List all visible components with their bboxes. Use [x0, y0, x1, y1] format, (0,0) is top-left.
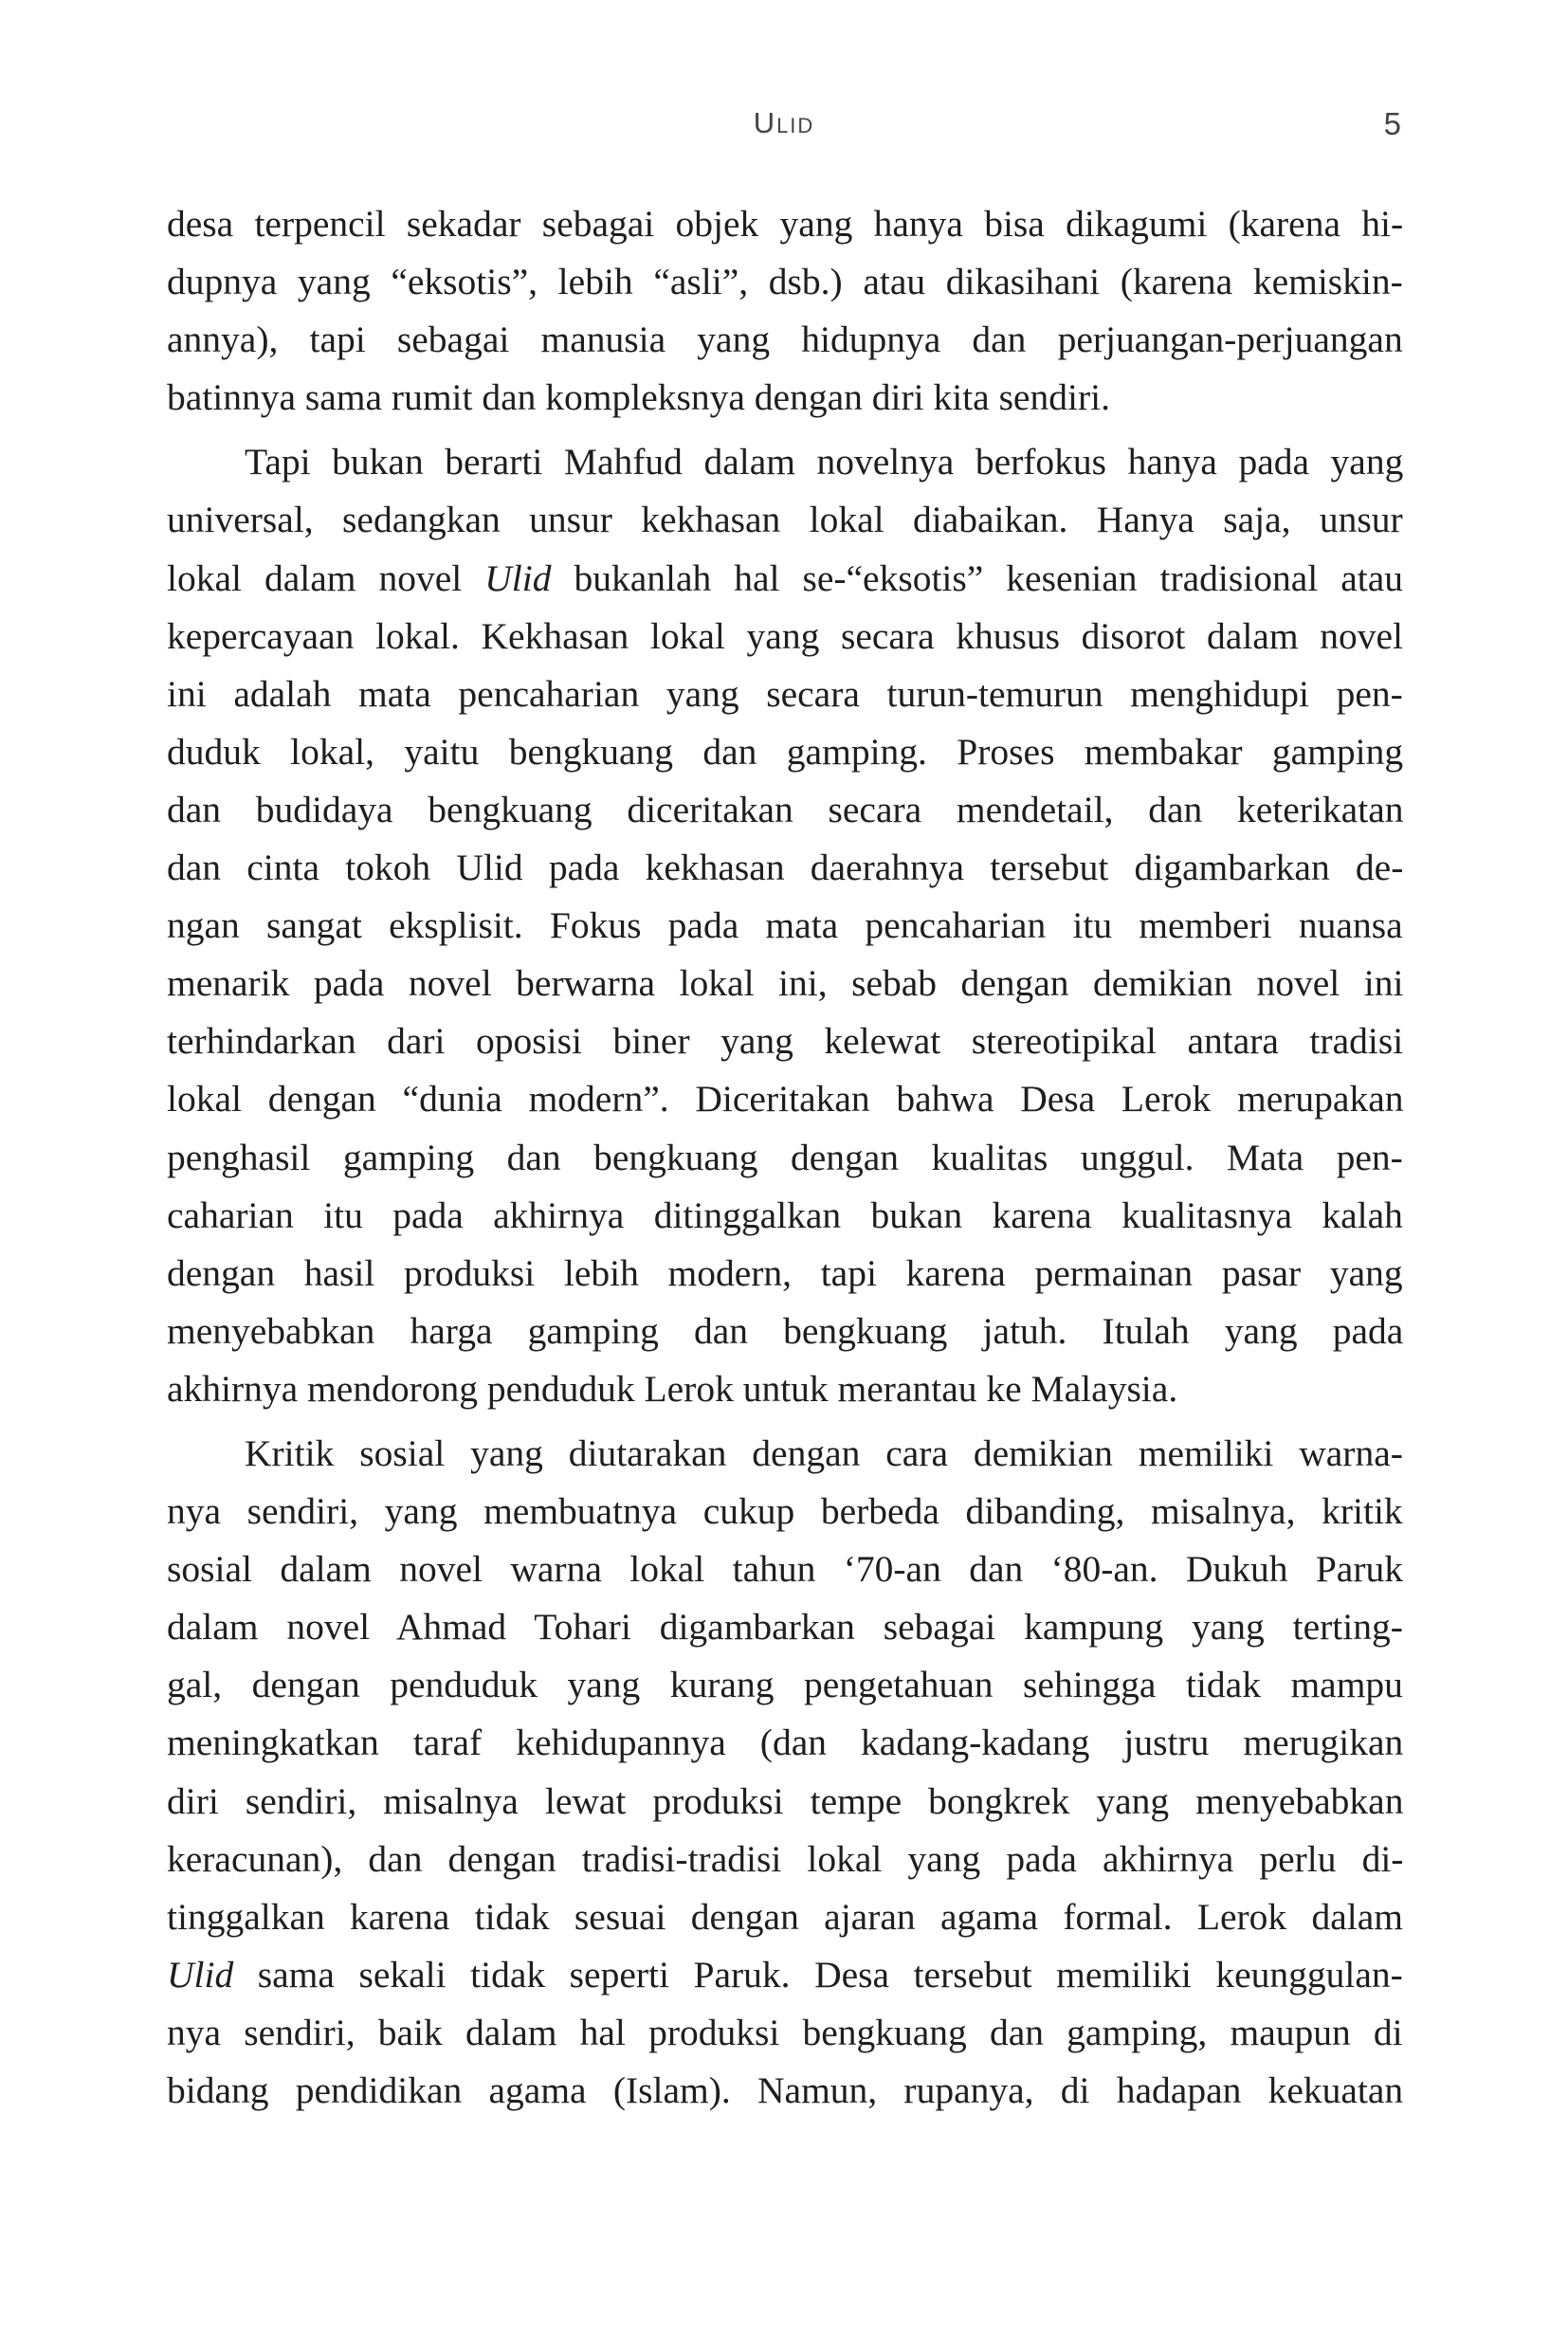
text-segment: sosial dalam novel warna lokal tahun ‘70-an dan ‘80-an. Dukuh Paruk — [167, 1548, 1403, 1591]
text-line — [167, 897, 1403, 955]
text-line — [167, 195, 1403, 253]
text-line — [167, 1888, 1403, 1946]
text-line — [167, 839, 1403, 897]
text-segment: Tapi bukan berarti Mahfud dalam novelnya berfokus hanya pada yang — [245, 441, 1404, 483]
text-line — [167, 723, 1403, 781]
text-segment: bidang pendidikan agama (Islam). Namun, rupanya, di hadapan kekuatan — [167, 2069, 1404, 2111]
text-segment: penghasil gamping dan bengkuang dengan kualitas unggul. Mata pen- — [167, 1136, 1403, 1178]
text-line — [167, 1831, 1403, 1888]
text-segment: universal, sedangkan unsur kekhasan lokal diabaikan. Hanya saja, unsur — [167, 499, 1403, 541]
text-segment: keracunan), dan dengan tradisi-tradisi lokal yang pada akhirnya perlu di- — [167, 1837, 1404, 1880]
text-line — [167, 1070, 1403, 1128]
text-segment: dan budidaya bengkuang diceritakan secara mendetail, dan keterikatan — [167, 788, 1404, 830]
text-line — [167, 1714, 1403, 1772]
text-line — [167, 665, 1403, 723]
text-line — [167, 1946, 1403, 2004]
paragraph — [167, 1425, 1403, 2120]
text-line — [167, 369, 1403, 427]
text-segment: ini adalah mata pencaharian yang secara turun-temurun menghidupi pen- — [167, 672, 1403, 715]
text-segment: akhirnya mendorong penduduk Lerok untuk merantau ke Malaysia. — [167, 1367, 1178, 1410]
page-number: 5 — [1383, 106, 1401, 141]
text-segment: kepercayaan lokal. Kekhasan lokal yang secara khusus disorot dalam novel — [167, 614, 1403, 657]
text-segment: menarik pada novel berwarna lokal ini, sebab dengan demikian novel ini — [167, 962, 1404, 1005]
text-line — [167, 1483, 1403, 1540]
text-segment: nya sendiri, baik dalam hal produksi bengkuang dan gamping, maupun di — [167, 2011, 1403, 2053]
text-line — [167, 1773, 1403, 1831]
text-segment: menyebabkan harga gamping dan bengkuang jatuh. Itulah yang pada — [167, 1309, 1404, 1352]
text-segment: sama sekali tidak seperti Paruk. Desa tersebut memiliki keunggulan- — [233, 1953, 1403, 1996]
text-segment: duduk lokal, yaitu bengkuang dan gamping. Proses membakar gamping — [167, 730, 1404, 773]
text-segment: diri sendiri, misalnya lewat produksi tempe bongkrek yang menyebabkan — [167, 1779, 1404, 1822]
text-segment: annya), tapi sebagai manusia yang hidupnya dan perjuangan-perjuangan — [167, 319, 1403, 361]
running-title: Ulid — [753, 106, 815, 139]
text-line — [167, 1303, 1403, 1360]
text-segment: ngan sangat eksplisit. Fokus pada mata pencaharian itu memberi nuansa — [167, 904, 1403, 947]
text-line — [167, 781, 1403, 839]
text-line — [167, 311, 1403, 369]
italic-title: Ulid — [484, 556, 552, 599]
text-line — [167, 1656, 1403, 1714]
text-segment: dupnya yang “eksotis”, lebih “asli”, dsb.) atau dikasihani (karena kemiskin- — [167, 261, 1403, 303]
text-segment: batinnya sama rumit dan kompleksnya dengan diri kita sendiri. — [167, 376, 1110, 419]
text-line — [167, 1012, 1403, 1070]
text-line — [167, 955, 1403, 1012]
text-line — [167, 1245, 1403, 1303]
paragraph — [167, 433, 1403, 1418]
text-segment: gal, dengan penduduk yang kurang pengetahuan sehingga tidak mampu — [167, 1664, 1403, 1706]
text-segment: caharian itu pada akhirnya ditinggalkan bukan karena kualitasnya kalah — [167, 1194, 1403, 1236]
text-segment: tinggalkan karena tidak sesuai dengan ajaran agama formal. Lerok dalam — [167, 1895, 1403, 1938]
text-line — [167, 1187, 1403, 1245]
text-segment: desa terpencil sekadar sebagai objek yang hanya bisa dikagumi (karena hi- — [167, 203, 1404, 245]
text-segment: meningkatkan taraf kehidupannya (dan kadang-kadang justru merugikan — [167, 1722, 1404, 1764]
text-segment: Kritik sosial yang diutarakan dengan cara demikian memiliki warna- — [245, 1431, 1403, 1474]
paragraph — [167, 195, 1403, 427]
text-segment: dan cinta tokoh Ulid pada kekhasan daerahnya tersebut digambarkan de- — [167, 847, 1404, 889]
text-line — [167, 550, 1403, 608]
text-segment: dengan hasil produksi lebih modern, tapi karena permainan pasar yang — [167, 1251, 1403, 1294]
text-segment: lokal dalam novel — [167, 556, 485, 599]
italic-title: Ulid — [167, 1953, 234, 1996]
text-line — [167, 1129, 1403, 1187]
text-line — [167, 1360, 1403, 1418]
text-line — [167, 491, 1403, 549]
body-text — [167, 195, 1403, 2120]
text-line — [167, 608, 1403, 665]
paragraph-gap — [167, 427, 1403, 433]
paragraph-gap — [167, 1418, 1403, 1425]
text-line — [167, 433, 1403, 491]
text-segment: bukanlah hal se-“eksotis” kesenian tradisional atau — [551, 556, 1403, 599]
text-line — [167, 1540, 1403, 1598]
text-segment: terhindarkan dari oposisi biner yang kelewat stereotipikal antara tradisi — [167, 1020, 1404, 1063]
text-segment: nya sendiri, yang membuatnya cukup berbeda dibanding, misalnya, kritik — [167, 1490, 1403, 1533]
running-head — [0, 106, 1568, 154]
text-line — [167, 2062, 1403, 2120]
text-line — [167, 2004, 1403, 2062]
text-line — [167, 253, 1403, 311]
text-segment: dalam novel Ahmad Tohari digambarkan sebagai kampung yang terting- — [167, 1606, 1403, 1649]
text-line — [167, 1598, 1403, 1656]
text-line — [167, 1425, 1403, 1483]
text-segment: lokal dengan “dunia modern”. Diceritakan bahwa Desa Lerok merupakan — [167, 1078, 1404, 1121]
